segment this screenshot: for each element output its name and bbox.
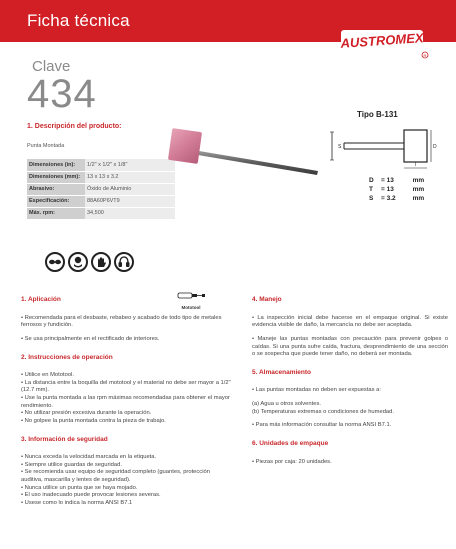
section-title: 5. Almacenamiento bbox=[252, 368, 312, 376]
section-paragraph: • Siempre utilice guardas de seguridad. bbox=[21, 461, 122, 468]
section-paragraph: • Usese como lo indica la norma ANSI B7.1 bbox=[21, 499, 133, 506]
section-paragraph: • Las puntas montadas no deben ser expuestas a: bbox=[252, 387, 382, 394]
section-paragraph: • Maneje las puntas montadas con precaución para prevenir golpes o caídas. Si una punta sufre caída, fractura, desprendimiento de una sección o se sospecha que puede tener daño, no deberá ser montada. bbox=[252, 335, 448, 358]
section-paragraph: • Nunca utilice un punta que se haya mojado. bbox=[21, 484, 138, 491]
dimension-row: D = 13 mm bbox=[369, 177, 425, 184]
section-title: 2. Instrucciones de operación bbox=[21, 353, 113, 361]
spec-label: Dimensiones (mm): bbox=[27, 171, 85, 183]
spec-label: Especificación: bbox=[27, 195, 85, 207]
brand-logo bbox=[337, 26, 435, 62]
dimension-key: T bbox=[369, 186, 373, 193]
section-seguridad bbox=[21, 436, 233, 508]
svg-text:S: S bbox=[338, 144, 342, 150]
left-column bbox=[21, 296, 233, 518]
spec-row bbox=[27, 183, 175, 195]
right-column bbox=[252, 296, 448, 476]
description-text: Punta Montada bbox=[27, 143, 65, 149]
spec-row bbox=[27, 207, 175, 219]
section-title: 6. Unidades de empaque bbox=[252, 439, 329, 447]
section-paragraph: • Para más información consultar la norma ANSI B7.1. bbox=[252, 422, 392, 429]
section-title: 4. Manejo bbox=[252, 296, 282, 303]
section-paragraph: • Piezas por caja: 20 unidades. bbox=[252, 458, 332, 465]
section-title: 1. Aplicación bbox=[21, 296, 61, 303]
section-paragraph: (a) Agua u otros solventes. (b) Temperaturas extremas o condiciones de humedad. bbox=[252, 401, 394, 415]
section-paragraph: • Nunca exceda la velocidad marcada en la etiqueta. bbox=[21, 454, 157, 461]
spec-value: Óxido de Aluminio bbox=[85, 183, 175, 195]
spec-label: Dimensiones (in): bbox=[27, 159, 85, 171]
dimension-list bbox=[369, 177, 424, 204]
spec-label: Abrasivo: bbox=[27, 183, 85, 195]
dimension-value: 3.2 bbox=[386, 195, 396, 202]
spec-row bbox=[27, 195, 175, 207]
spec-value: 34,500 bbox=[85, 207, 175, 219]
section-paragraph: • Se usa principalmente en el rectificado de interiores. bbox=[21, 335, 160, 342]
section-title: 3. Información de seguridad bbox=[21, 435, 108, 443]
section-paragraph: • No utilizar presión excesiva durante la operación. bbox=[21, 410, 152, 417]
section-aplicacion bbox=[21, 296, 233, 344]
spec-value: 1/2" x 1/2" x 1/8" bbox=[85, 159, 175, 171]
spec-row bbox=[27, 159, 175, 171]
product-image bbox=[166, 122, 321, 182]
dimension-value: 13 bbox=[386, 186, 394, 193]
spec-table bbox=[27, 159, 175, 220]
svg-text:R: R bbox=[423, 53, 427, 58]
svg-text:T: T bbox=[414, 162, 418, 168]
page-title: Ficha técnica bbox=[27, 11, 130, 30]
dimension-unit: mm bbox=[412, 195, 425, 202]
section-empaque bbox=[252, 440, 448, 466]
description-title: 1. Descripción del producto: bbox=[27, 123, 122, 130]
ear-protection-icon bbox=[114, 252, 134, 272]
eye-protection-icon bbox=[45, 252, 65, 272]
dimension-row: T = 13 mm bbox=[369, 186, 425, 193]
mototool-label: Mototool bbox=[181, 305, 201, 310]
spec-value: 13 x 13 x 3.2 bbox=[85, 171, 175, 183]
tipo-label: Tipo B-131 bbox=[357, 110, 398, 119]
safety-icons bbox=[45, 252, 134, 276]
dimension-unit: mm bbox=[412, 177, 425, 184]
spec-row bbox=[27, 171, 175, 183]
dimension-unit: mm bbox=[412, 186, 425, 193]
section-paragraph: • No golpee la punta montada contra la pieza de trabajo. bbox=[21, 417, 166, 424]
section-manejo bbox=[252, 296, 448, 359]
clave-number: 434 bbox=[27, 72, 97, 116]
dimension-value: 13 bbox=[386, 177, 394, 184]
clave-label: Clave bbox=[32, 58, 71, 75]
section-paragraph: • El uso inadecuado puede provocar lesiones severas. bbox=[21, 492, 161, 499]
dimension-key: S bbox=[369, 195, 374, 202]
dust-mask-icon bbox=[68, 252, 88, 272]
section-paragraph: • Recomendada para el desbaste, rebabeo y acabado de todo tipo de metales ferrosos y fundición. bbox=[21, 314, 222, 329]
svg-text:AUSTROMEX: AUSTROMEX bbox=[340, 30, 424, 51]
svg-text:D: D bbox=[433, 144, 437, 150]
dimension-key: D bbox=[369, 177, 374, 184]
section-paragraph: • Use la punta montada a las rpm máximas recomendadas para obtener el mayor rendimiento. bbox=[21, 395, 230, 409]
dimension-row: S = 3.2 mm bbox=[369, 195, 425, 202]
section-instrucciones bbox=[21, 354, 233, 426]
gloves-icon bbox=[91, 252, 111, 272]
spec-value: 88A60P6VT9 bbox=[85, 195, 175, 207]
dimension-diagram bbox=[329, 124, 439, 174]
section-paragraph: • La distancia entre la boquilla del mototool y el material no debe ser mayor a 1/2" (12.7 mm). bbox=[21, 379, 231, 394]
section-paragraph: • La inspección inicial debe hacerse en el empaque original. Si existe evidencia visible de daño, la mercancía no debe ser aceptada. bbox=[252, 314, 448, 329]
spec-label: Máx. rpm: bbox=[27, 207, 85, 219]
section-paragraph: • Se recomienda usar equipo de seguridad completo (guantes, protección auditiva, mascarilla y lentes de seguridad). bbox=[21, 469, 210, 484]
section-paragraph: • Utilice en Mototool. bbox=[21, 372, 74, 379]
section-almacenamiento bbox=[252, 369, 448, 430]
